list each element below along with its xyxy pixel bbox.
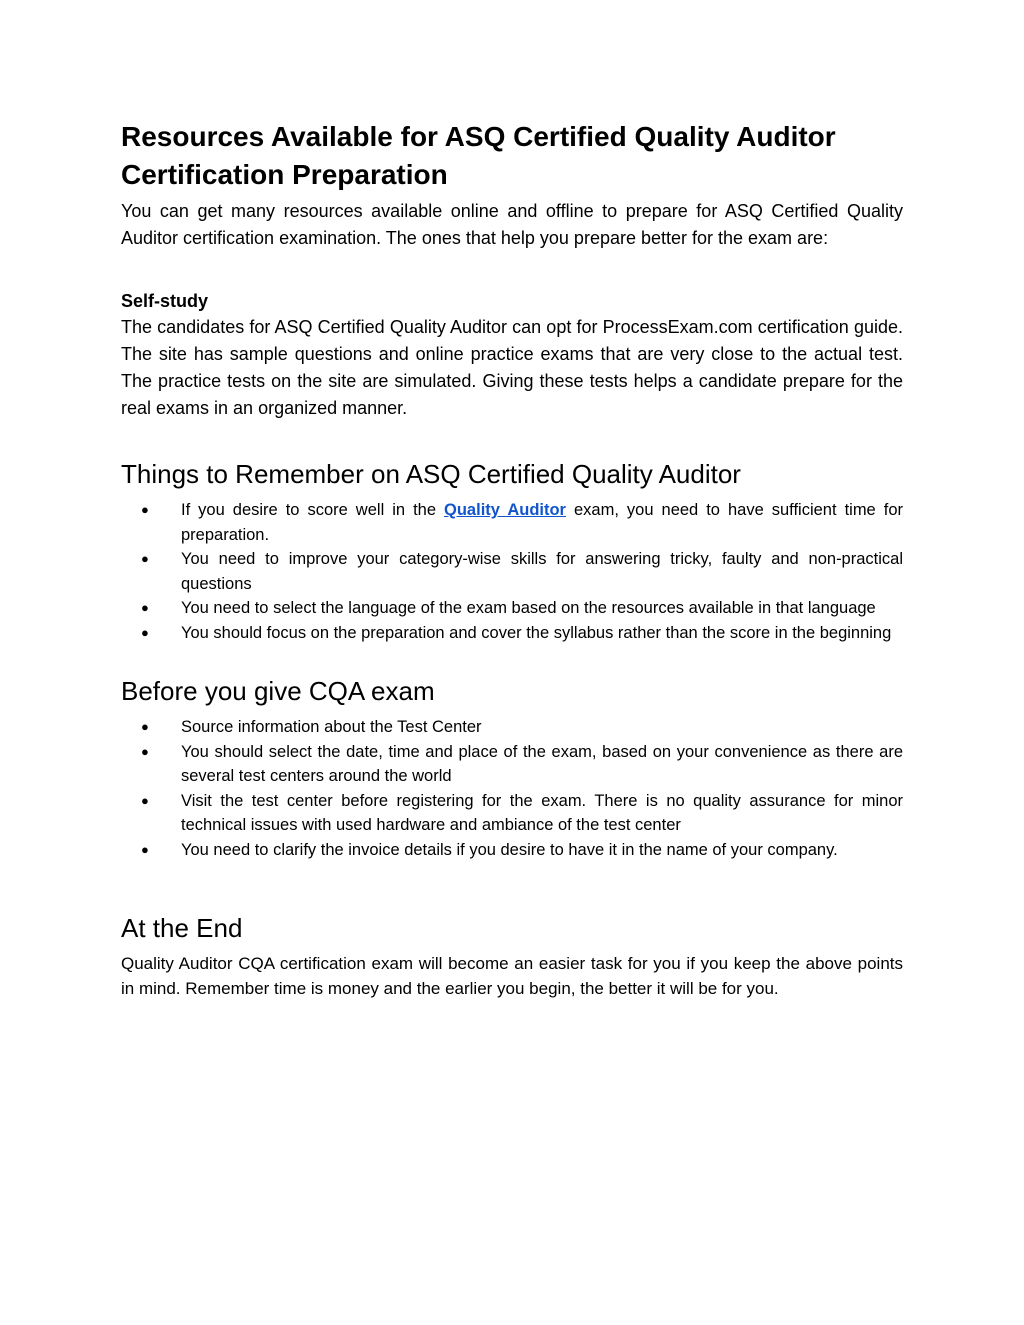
list-item: ● Visit the test center before registering for the exam. There is no quality assurance for minor technical issues with used hardware and ambiance of the test center bbox=[121, 789, 903, 838]
list-item-text: If you desire to score well in the bbox=[181, 501, 445, 519]
section-title-at-the-end: At the End bbox=[121, 913, 243, 943]
quality-auditor-link[interactable]: Quality Auditor bbox=[444, 501, 566, 519]
document-page bbox=[121, 118, 903, 1001]
list-item: ● You need to improve your category-wise skills for answering tricky, faulty and non-practical questions bbox=[121, 547, 903, 596]
list-item: ● You should select the date, time and place of the exam, based on your convenience as there are several test centers around the world bbox=[121, 740, 903, 789]
list-item: ● You should focus on the preparation and cover the syllabus rather than the score in the beginning bbox=[121, 621, 903, 646]
before-exam-list bbox=[121, 715, 903, 862]
conclusion-text: Quality Auditor CQA certification exam will become an easier task for you if you keep the above points in mind. Remember time is money and the earlier you begin, the better it will be for you. bbox=[121, 954, 903, 998]
list-item bbox=[121, 498, 903, 547]
resources-intro: You can get many resources available online and offline to prepare for ASQ Certified Quality Auditor certification examination. The ones that help you prepare better for the exam are: bbox=[121, 201, 903, 248]
list-item: ● You need to clarify the invoice details if you desire to have it in the name of your company. bbox=[121, 838, 903, 863]
list-item: ● You need to select the language of the exam based on the resources available in that language bbox=[121, 596, 903, 621]
section-title-things-to-remember: Things to Remember on ASQ Certified Quality Auditor bbox=[121, 459, 741, 489]
list-item: ● Source information about the Test Center bbox=[121, 715, 903, 740]
things-to-remember-list bbox=[121, 498, 903, 645]
list-item-text: exam, you need to have sufficient time for preparation. bbox=[181, 501, 903, 544]
section-title-before-exam: Before you give CQA exam bbox=[121, 676, 435, 706]
self-study-heading: Self-study bbox=[121, 291, 209, 311]
self-study-text: The candidates for ASQ Certified Quality Auditor can opt for ProcessExam.com certification guide. The site has sample questions and online practice exams that are very close to the actual test. The practice tests on the site are simulated. Giving these tests helps a candidate prepare for the real exams in an organized manner. bbox=[121, 317, 903, 418]
section-title-resources: Resources Available for ASQ Certified Quality Auditor Certification Preparation bbox=[121, 121, 836, 190]
